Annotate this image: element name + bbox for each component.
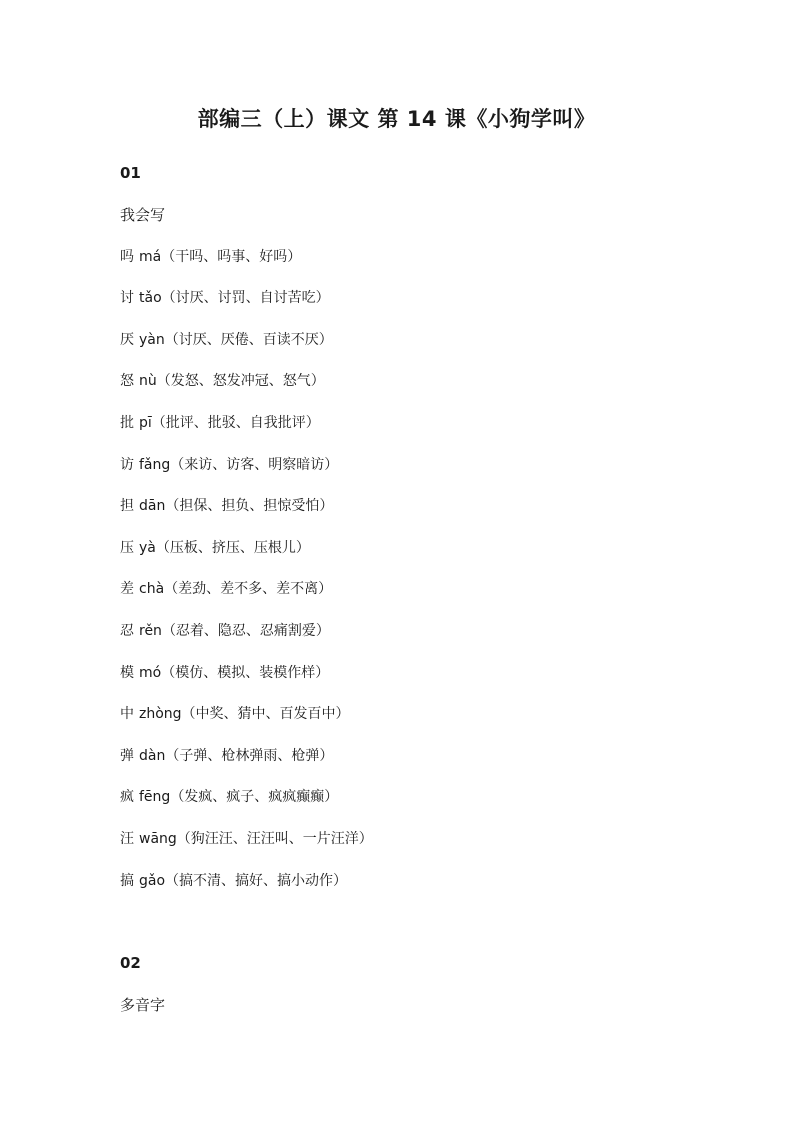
vocab-entry <box>120 413 720 433</box>
entry-character: 忍 <box>120 622 134 639</box>
entry-character: 疯 <box>120 789 134 806</box>
entry-pinyin: pī <box>139 414 152 431</box>
entry-pinyin: dān <box>139 498 166 515</box>
entry-words: （来访、访客、明察暗访） <box>170 456 339 473</box>
entry-words: （狗汪汪、汪汪叫、一片汪洋） <box>176 830 373 847</box>
entry-character: 中 <box>120 706 134 723</box>
entry-words: （干吗、吗事、好吗） <box>161 248 302 265</box>
entry-words: （讨厌、厌倦、百读不厌） <box>164 331 333 348</box>
entry-words: （中奖、猜中、百发百中） <box>181 706 350 723</box>
entry-pinyin: rěn <box>139 622 162 639</box>
vocab-entry <box>120 496 720 516</box>
entry-words: （发疯、疯子、疯疯癫癫） <box>170 789 339 806</box>
vocab-entry <box>120 621 720 641</box>
entry-character: 批 <box>120 414 134 431</box>
entry-pinyin: má <box>139 248 162 265</box>
entry-words: （讨厌、讨罚、自讨苦吃） <box>161 290 330 307</box>
entry-words: （子弹、枪林弹雨、枪弹） <box>165 747 334 764</box>
entry-words: （搞不清、搞好、搞小动作） <box>165 872 348 889</box>
entry-character: 怒 <box>120 373 134 390</box>
entry-pinyin: yàn <box>139 331 165 348</box>
section-02 <box>120 953 720 1015</box>
vocab-entry <box>120 579 720 599</box>
entry-character: 汪 <box>120 830 134 847</box>
vocab-entry <box>120 787 720 807</box>
section-01 <box>120 163 720 891</box>
entry-words: （发怒、怒发冲冠、怒气） <box>156 373 325 390</box>
entry-character: 吗 <box>120 248 134 265</box>
entry-character: 讨 <box>120 290 134 307</box>
vocab-entry <box>120 829 720 849</box>
document-body <box>120 163 720 1015</box>
vocab-entry <box>120 704 720 724</box>
vocab-entry <box>120 871 720 891</box>
entry-pinyin: fǎng <box>139 456 171 473</box>
entry-character: 访 <box>120 456 134 473</box>
entry-pinyin: zhòng <box>139 706 182 723</box>
page-title: 部编三（上）课文 第 14 课《小狗学叫》 <box>197 107 596 131</box>
entry-words: （模仿、模拟、装模作样） <box>161 664 330 681</box>
entry-pinyin: dàn <box>139 747 166 764</box>
vocab-entry <box>120 247 720 267</box>
entry-character: 担 <box>120 498 134 515</box>
entry-character: 弹 <box>120 747 134 764</box>
vocab-entry <box>120 746 720 766</box>
entry-pinyin: yà <box>139 539 156 556</box>
entry-character: 差 <box>120 581 134 598</box>
entry-pinyin: mó <box>139 664 162 681</box>
entry-words: （忍着、隐忍、忍痛割爱） <box>161 622 330 639</box>
entry-pinyin: chà <box>139 581 165 598</box>
entry-words: （批评、批驳、自我批评） <box>151 414 320 431</box>
entry-pinyin: fēng <box>139 789 171 806</box>
section-number: 01 <box>120 164 141 182</box>
vocab-entry <box>120 330 720 350</box>
entry-words: （担保、担负、担惊受怕） <box>165 498 334 515</box>
entry-pinyin: wāng <box>139 830 177 847</box>
section-heading: 我会写 <box>120 206 166 224</box>
vocab-entry <box>120 455 720 475</box>
entry-character: 模 <box>120 664 134 681</box>
entry-character: 厌 <box>120 331 134 348</box>
entry-words: （压板、挤压、压根儿） <box>155 539 310 556</box>
entry-pinyin: nù <box>139 373 157 390</box>
vocab-entry <box>120 538 720 558</box>
entry-words: （差劲、差不多、差不离） <box>164 581 333 598</box>
entry-pinyin: tǎo <box>139 290 162 307</box>
vocab-entry <box>120 371 720 391</box>
section-number: 02 <box>120 953 141 972</box>
section-heading: 多音字 <box>120 995 166 1014</box>
entry-character: 搞 <box>120 872 134 889</box>
entry-character: 压 <box>120 539 134 556</box>
vocab-entry <box>120 663 720 683</box>
entry-pinyin: gǎo <box>139 872 166 889</box>
vocab-entry <box>120 288 720 308</box>
